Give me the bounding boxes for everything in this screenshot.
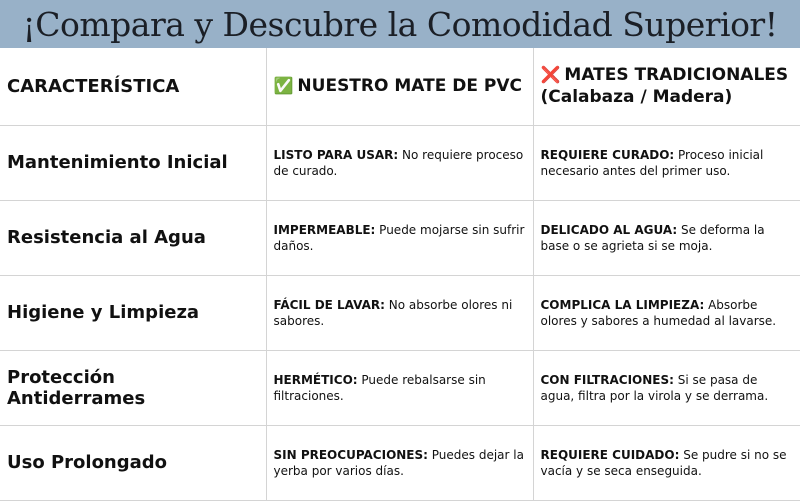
pvc-label: FÁCIL DE LAVAR:	[273, 297, 385, 312]
pvc-cell	[266, 425, 533, 500]
pvc-text: Puede rebalsarse sin filtraciones.	[273, 372, 486, 403]
pvc-cell	[266, 275, 533, 350]
check-mark-icon: ✅	[273, 76, 294, 96]
header-traditional-label: MATES TRADICIONALES	[564, 65, 789, 86]
table-header-row	[0, 48, 800, 125]
table-row	[0, 350, 800, 425]
traditional-cell	[533, 425, 800, 500]
header-pvc-label: NUESTRO MATE DE PVC	[297, 76, 522, 97]
comparison-table	[0, 48, 800, 501]
table-row	[0, 425, 800, 500]
traditional-label: CON FILTRACIONES:	[540, 372, 674, 387]
pvc-cell	[266, 350, 533, 425]
traditional-label: DELICADO AL AGUA:	[540, 222, 678, 237]
header-feature: CARACTERÍSTICA	[0, 48, 266, 125]
feature-name: Higiene y Limpieza	[0, 275, 266, 350]
traditional-label: REQUIERE CURADO:	[540, 147, 675, 162]
traditional-text: Si se pasa de agua, filtra por la virola y se derrama.	[540, 372, 769, 403]
traditional-text: Se deforma la base o se agrieta si se moja.	[540, 222, 765, 253]
header-pvc-mate	[266, 48, 533, 125]
traditional-cell	[533, 275, 800, 350]
table-row	[0, 125, 800, 200]
page-title: ¡Compara y Descubre la Comodidad Superior!	[22, 4, 778, 44]
feature-name: Mantenimiento Inicial	[0, 125, 266, 200]
traditional-label: REQUIERE CUIDADO:	[540, 447, 680, 462]
traditional-text: Proceso inicial necesario antes del primer uso.	[540, 147, 764, 178]
traditional-cell	[533, 200, 800, 275]
pvc-label: LISTO PARA USAR:	[273, 147, 399, 162]
traditional-cell	[533, 350, 800, 425]
pvc-text: No absorbe olores ni sabores.	[273, 297, 513, 328]
pvc-label: HERMÉTICO:	[273, 372, 358, 387]
traditional-cell	[533, 125, 800, 200]
pvc-cell	[266, 125, 533, 200]
header-traditional-sublabel: (Calabaza / Madera)	[540, 87, 733, 108]
table-row	[0, 275, 800, 350]
pvc-label: SIN PREOCUPACIONES:	[273, 447, 428, 462]
header-traditional-mates	[533, 48, 800, 125]
table-row	[0, 200, 800, 275]
pvc-text: Puede mojarse sin sufrir daños.	[273, 222, 525, 253]
title-banner	[0, 0, 800, 48]
pvc-cell	[266, 200, 533, 275]
traditional-text: Absorbe olores y sabores a humedad al lavarse.	[540, 297, 777, 328]
traditional-text: Se pudre si no se vacía y se seca enseguida.	[540, 447, 787, 478]
feature-name: Protección Antiderrames	[0, 350, 266, 425]
cross-mark-icon: ❌	[540, 65, 561, 85]
pvc-text: No requiere proceso de curado.	[273, 147, 524, 178]
feature-name: Uso Prolongado	[0, 425, 266, 500]
traditional-label: COMPLICA LA LIMPIEZA:	[540, 297, 705, 312]
feature-name: Resistencia al Agua	[0, 200, 266, 275]
pvc-label: IMPERMEABLE:	[273, 222, 376, 237]
pvc-text: Puedes dejar la yerba por varios días.	[273, 447, 524, 478]
